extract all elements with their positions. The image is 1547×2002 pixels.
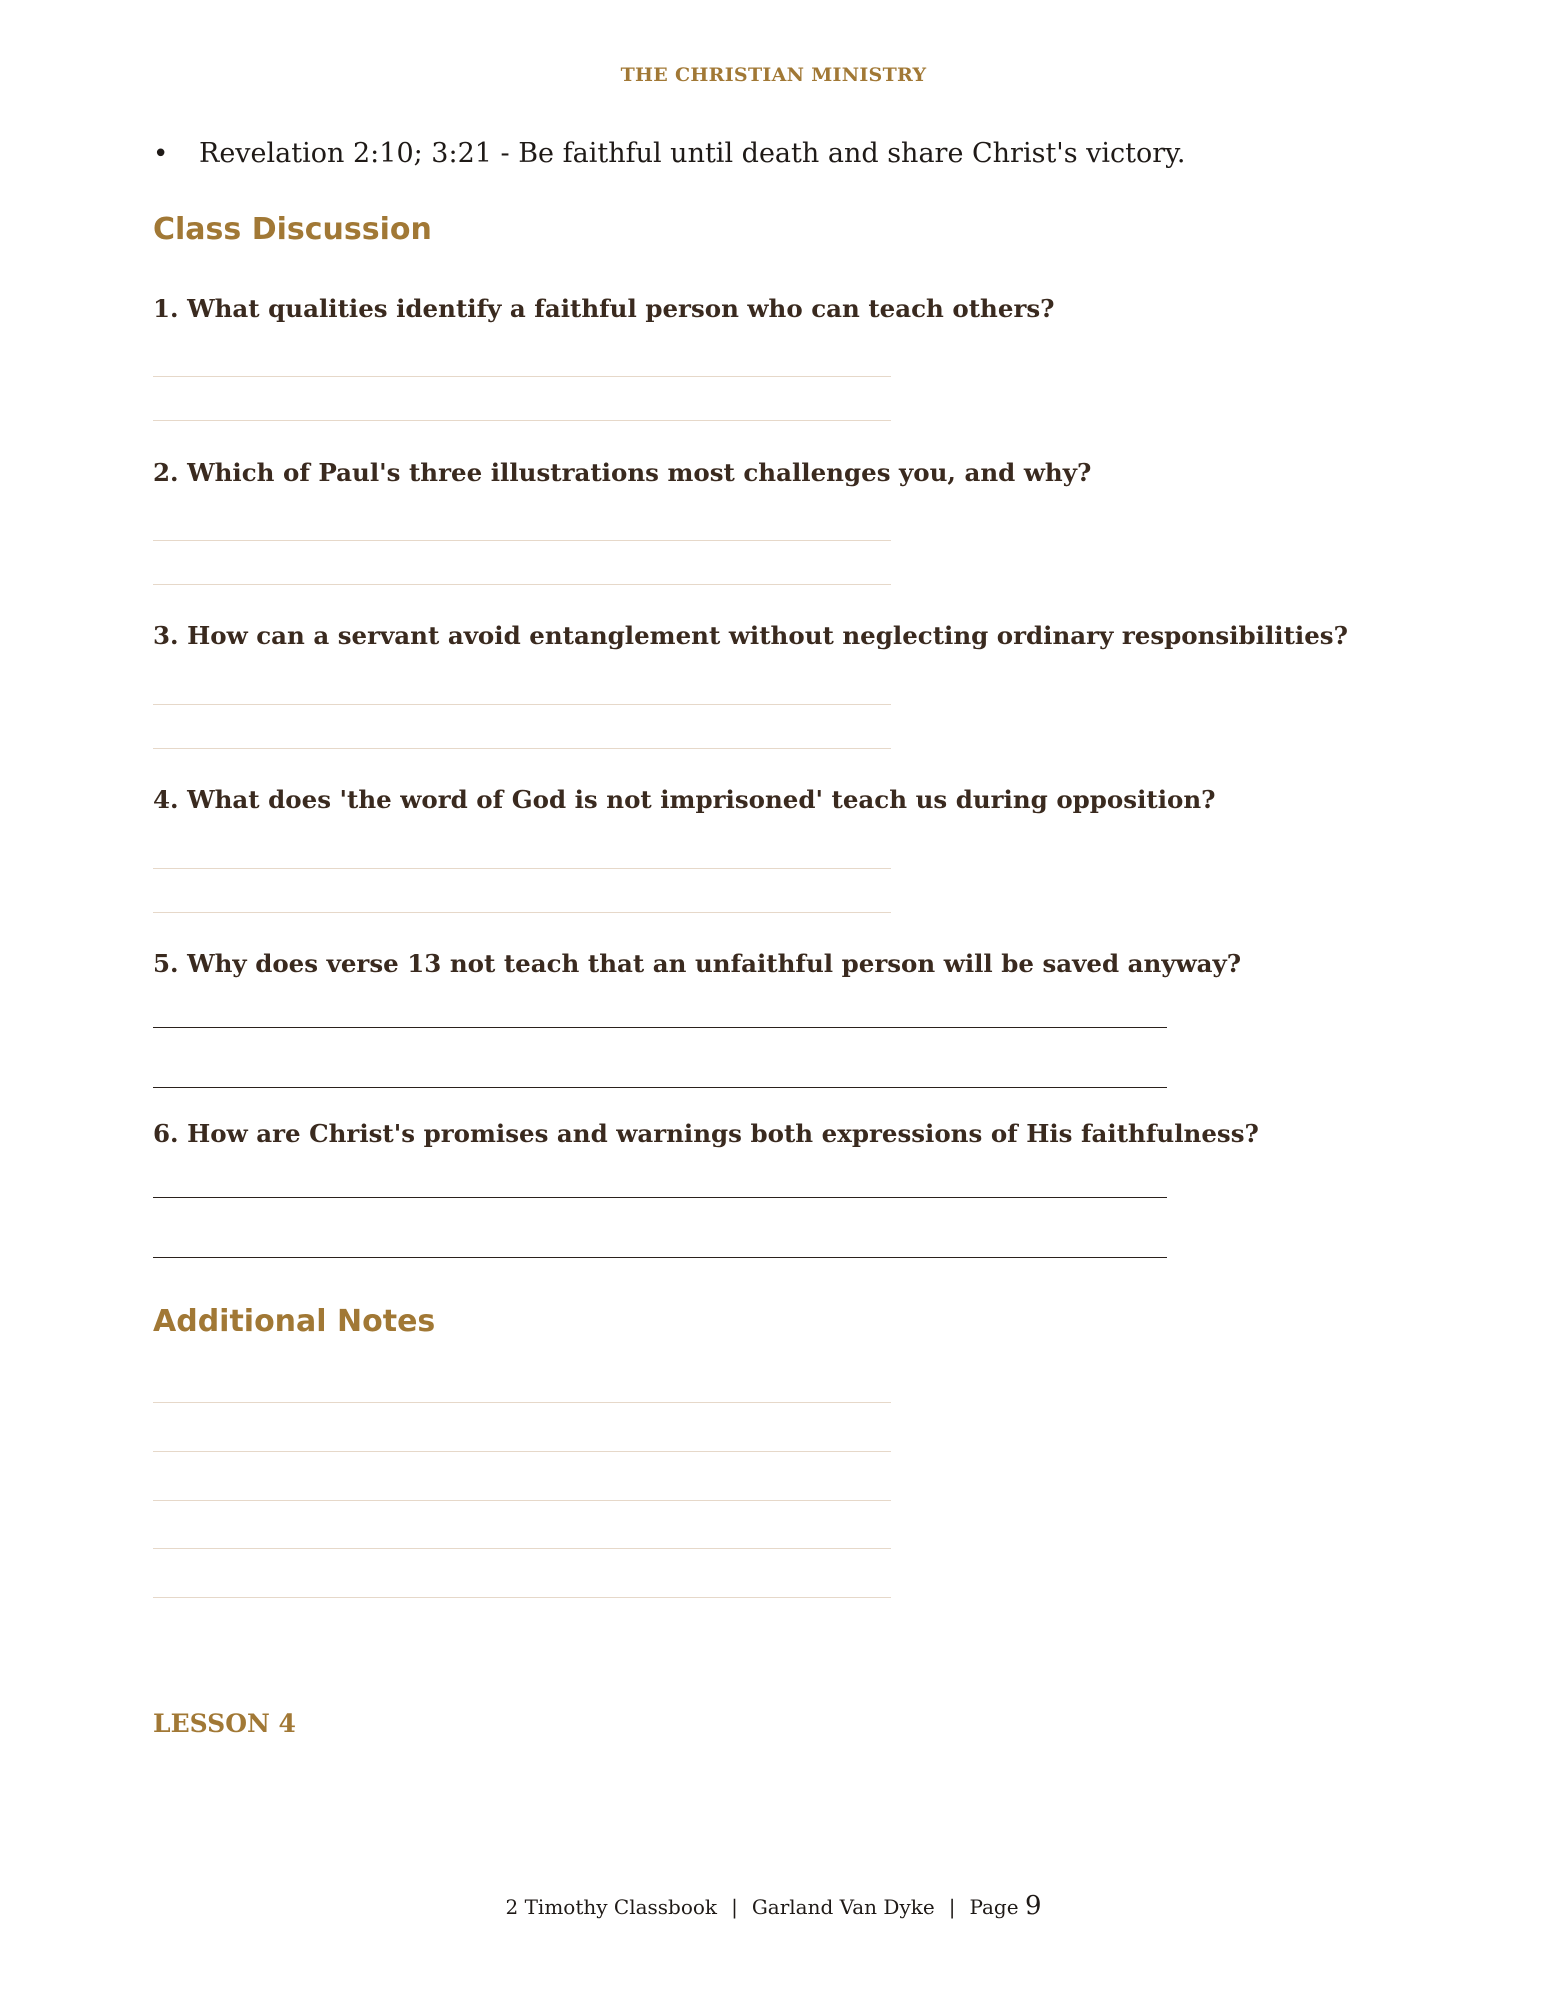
answer-line[interactable] <box>153 376 891 377</box>
question-1: 1. What qualities identify a faithful person who can teach others? <box>153 294 1055 323</box>
answer-line[interactable] <box>153 1257 1167 1258</box>
answer-line[interactable] <box>153 704 891 705</box>
question-4: 4. What does 'the word of God is not imprisoned' teach us during opposition? <box>153 785 1216 814</box>
footer-separator: | <box>731 1895 738 1919</box>
answer-line[interactable] <box>153 420 891 421</box>
notes-line[interactable] <box>153 1548 891 1549</box>
additional-notes-heading: Additional Notes <box>153 1304 436 1339</box>
notes-line[interactable] <box>153 1451 891 1452</box>
answer-line[interactable] <box>153 1027 1167 1028</box>
bullet-text: Revelation 2:10; 3:21 - Be faithful until death and share Christ's victory. <box>199 138 1186 169</box>
question-6: 6. How are Christ's promises and warnings both expressions of His faithfulness? <box>153 1119 1259 1148</box>
notes-line[interactable] <box>153 1500 891 1501</box>
question-3: 3. How can a servant avoid entanglement without neglecting ordinary responsibilities? <box>153 621 1348 650</box>
answer-line[interactable] <box>153 584 891 585</box>
footer-book-title: 2 Timothy Classbook <box>505 1895 718 1919</box>
question-5: 5. Why does verse 13 not teach that an unfaithful person will be saved anyway? <box>153 949 1242 978</box>
list-item <box>153 138 1185 169</box>
answer-line[interactable] <box>153 540 891 541</box>
class-discussion-heading: Class Discussion <box>153 212 432 247</box>
answer-line[interactable] <box>153 912 891 913</box>
footer-author: Garland Van Dyke <box>751 1895 935 1919</box>
question-2: 2. Which of Paul's three illustrations most challenges you, and why? <box>153 458 1092 487</box>
answer-line[interactable] <box>153 748 891 749</box>
footer-page-number: 9 <box>1024 1891 1042 1921</box>
page-footer <box>0 1891 1547 1921</box>
footer-separator: | <box>948 1895 956 1919</box>
running-header: THE CHRISTIAN MINISTRY <box>620 64 927 86</box>
bullet-icon: • <box>153 139 169 169</box>
footer-page-label: Page <box>969 1895 1019 1919</box>
lesson-label: LESSON 4 <box>153 1709 296 1738</box>
notes-line[interactable] <box>153 1402 891 1403</box>
answer-line[interactable] <box>153 1197 1167 1198</box>
notes-line[interactable] <box>153 1597 891 1598</box>
answer-line[interactable] <box>153 1087 1167 1088</box>
answer-line[interactable] <box>153 868 891 869</box>
